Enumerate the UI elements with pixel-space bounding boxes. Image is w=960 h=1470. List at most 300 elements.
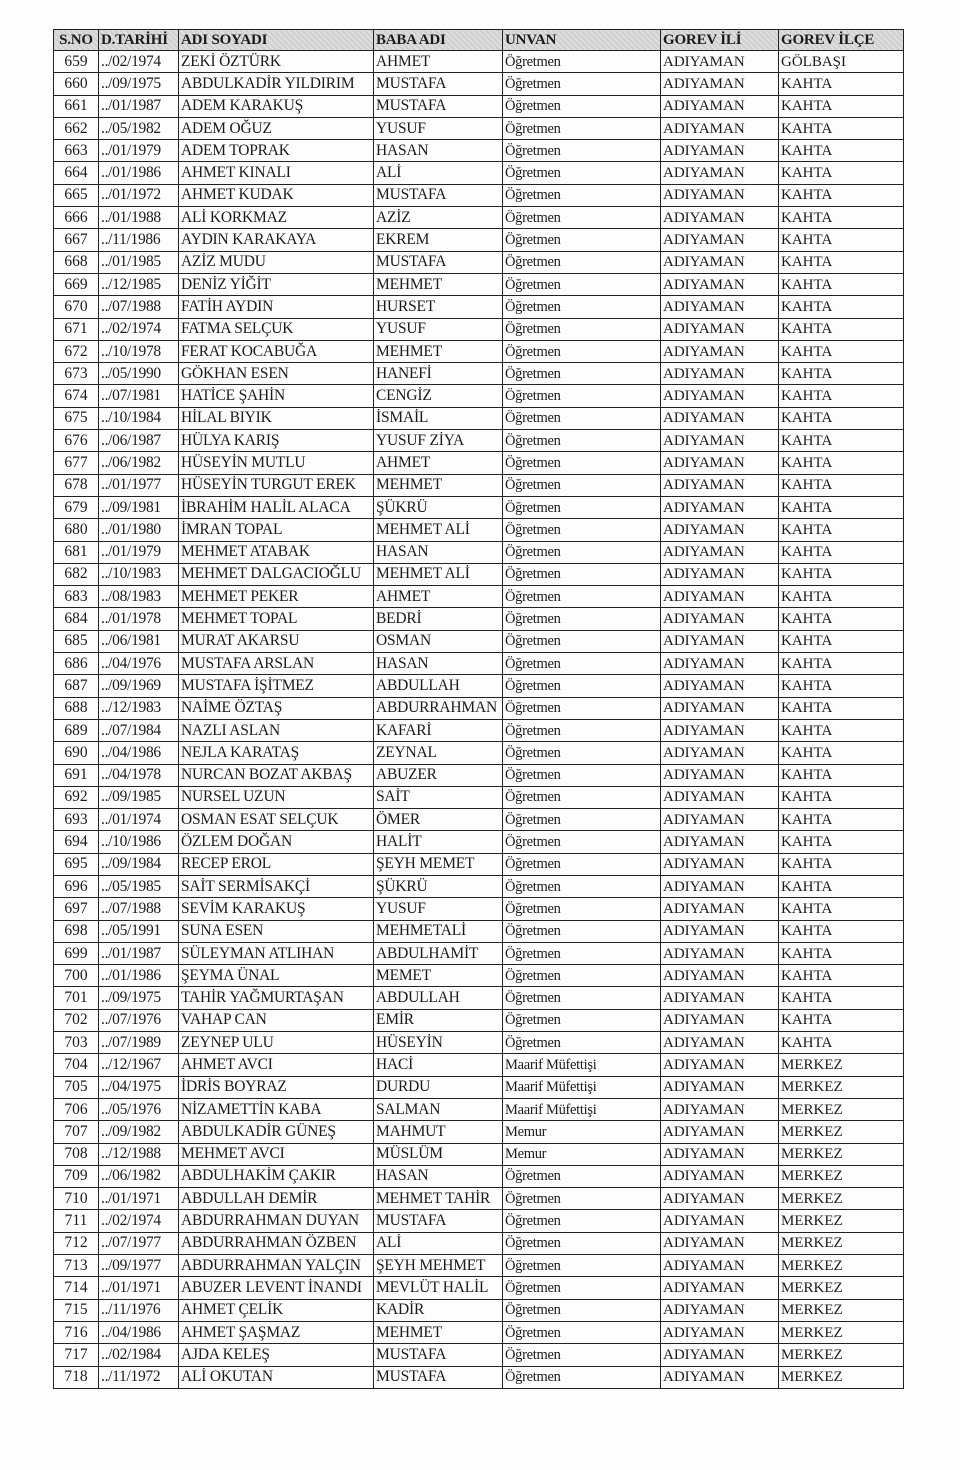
table-row: [54, 563, 904, 585]
cell-title: Öğretmen: [503, 675, 661, 697]
cell-full-name: NAİME ÖZTAŞ: [179, 697, 374, 719]
cell-duty-province: ADIYAMAN: [661, 809, 779, 831]
cell-full-name: ADEM TOPRAK: [179, 140, 374, 162]
table-row: [54, 95, 904, 117]
header-dtarihi: D.TARİHİ: [99, 30, 179, 51]
cell-birth-date: ../02/1984: [99, 1344, 179, 1366]
cell-birth-date: ../04/1975: [99, 1076, 179, 1098]
cell-sno: 697: [54, 898, 99, 920]
cell-birth-date: ../05/1982: [99, 117, 179, 139]
cell-duty-province: ADIYAMAN: [661, 73, 779, 95]
cell-duty-district: KAHTA: [779, 296, 904, 318]
cell-sno: 716: [54, 1321, 99, 1343]
cell-sno: 672: [54, 340, 99, 362]
cell-duty-province: ADIYAMAN: [661, 764, 779, 786]
cell-title: Öğretmen: [503, 318, 661, 340]
cell-full-name: İMRAN TOPAL: [179, 519, 374, 541]
cell-title: Öğretmen: [503, 251, 661, 273]
cell-duty-district: KAHTA: [779, 541, 904, 563]
cell-duty-province: ADIYAMAN: [661, 296, 779, 318]
cell-duty-district: MERKEZ: [779, 1366, 904, 1388]
cell-sno: 684: [54, 608, 99, 630]
cell-duty-province: ADIYAMAN: [661, 541, 779, 563]
cell-full-name: ADEM OĞUZ: [179, 117, 374, 139]
cell-title: Öğretmen: [503, 385, 661, 407]
cell-sno: 710: [54, 1188, 99, 1210]
cell-duty-district: MERKEZ: [779, 1188, 904, 1210]
table-row: [54, 608, 904, 630]
cell-duty-district: MERKEZ: [779, 1210, 904, 1232]
cell-sno: 689: [54, 719, 99, 741]
cell-duty-district: KAHTA: [779, 653, 904, 675]
cell-father-name: MUSTAFA: [374, 73, 503, 95]
cell-duty-district: KAHTA: [779, 95, 904, 117]
cell-duty-district: KAHTA: [779, 675, 904, 697]
cell-father-name: MUSTAFA: [374, 95, 503, 117]
header-baba-adi: BABA ADI: [374, 30, 503, 51]
cell-title: Maarif Müfettişi: [503, 1076, 661, 1098]
cell-birth-date: ../11/1972: [99, 1366, 179, 1388]
cell-duty-district: KAHTA: [779, 764, 904, 786]
cell-birth-date: ../07/1989: [99, 1032, 179, 1054]
cell-duty-province: ADIYAMAN: [661, 251, 779, 273]
cell-title: Öğretmen: [503, 608, 661, 630]
cell-title: Öğretmen: [503, 987, 661, 1009]
cell-birth-date: ../01/1979: [99, 541, 179, 563]
cell-father-name: AHMET: [374, 452, 503, 474]
table-row: [54, 942, 904, 964]
table-row: [54, 407, 904, 429]
cell-duty-province: ADIYAMAN: [661, 563, 779, 585]
table-row: [54, 162, 904, 184]
cell-full-name: HİLAL BIYIK: [179, 407, 374, 429]
cell-duty-district: KAHTA: [779, 273, 904, 295]
cell-father-name: MEHMET ALİ: [374, 563, 503, 585]
cell-sno: 694: [54, 831, 99, 853]
cell-full-name: ABDULKADİR YILDIRIM: [179, 73, 374, 95]
cell-duty-district: MERKEZ: [779, 1165, 904, 1187]
cell-father-name: HANEFİ: [374, 363, 503, 385]
cell-title: Öğretmen: [503, 452, 661, 474]
cell-sno: 718: [54, 1366, 99, 1388]
table-row: [54, 1098, 904, 1120]
cell-sno: 670: [54, 296, 99, 318]
cell-title: Öğretmen: [503, 875, 661, 897]
cell-duty-district: KAHTA: [779, 207, 904, 229]
cell-duty-district: KAHTA: [779, 184, 904, 206]
cell-father-name: İSMAİL: [374, 407, 503, 429]
table-row: [54, 1344, 904, 1366]
cell-sno: 668: [54, 251, 99, 273]
table-row: [54, 630, 904, 652]
cell-duty-district: MERKEZ: [779, 1232, 904, 1254]
cell-duty-province: ADIYAMAN: [661, 653, 779, 675]
cell-birth-date: ../11/1976: [99, 1299, 179, 1321]
cell-full-name: AHMET AVCI: [179, 1054, 374, 1076]
cell-duty-district: KAHTA: [779, 898, 904, 920]
table-row: [54, 273, 904, 295]
cell-birth-date: ../04/1986: [99, 742, 179, 764]
table-row: [54, 586, 904, 608]
cell-duty-district: MERKEZ: [779, 1076, 904, 1098]
table-row: [54, 184, 904, 206]
cell-full-name: SAİT SERMİSAKÇİ: [179, 875, 374, 897]
table-header-row: [54, 30, 904, 51]
cell-birth-date: ../05/1985: [99, 875, 179, 897]
table-row: [54, 1232, 904, 1254]
cell-father-name: MÜSLÜM: [374, 1143, 503, 1165]
cell-sno: 714: [54, 1277, 99, 1299]
cell-sno: 711: [54, 1210, 99, 1232]
cell-sno: 675: [54, 407, 99, 429]
cell-duty-district: KAHTA: [779, 809, 904, 831]
cell-father-name: SALMAN: [374, 1098, 503, 1120]
cell-birth-date: ../07/1984: [99, 719, 179, 741]
cell-title: Öğretmen: [503, 586, 661, 608]
cell-father-name: ABDURRAHMAN: [374, 697, 503, 719]
cell-duty-province: ADIYAMAN: [661, 1032, 779, 1054]
cell-father-name: MUSTAFA: [374, 184, 503, 206]
cell-sno: 713: [54, 1255, 99, 1277]
cell-sno: 677: [54, 452, 99, 474]
cell-birth-date: ../11/1986: [99, 229, 179, 251]
cell-title: Öğretmen: [503, 340, 661, 362]
cell-duty-province: ADIYAMAN: [661, 430, 779, 452]
cell-duty-district: KAHTA: [779, 1009, 904, 1031]
cell-duty-district: KAHTA: [779, 407, 904, 429]
cell-father-name: ZEYNAL: [374, 742, 503, 764]
cell-duty-province: ADIYAMAN: [661, 340, 779, 362]
cell-full-name: DENİZ YİĞİT: [179, 273, 374, 295]
cell-full-name: TAHİR YAĞMURTAŞAN: [179, 987, 374, 1009]
cell-sno: 699: [54, 942, 99, 964]
cell-father-name: HURSET: [374, 296, 503, 318]
cell-sno: 660: [54, 73, 99, 95]
cell-title: Öğretmen: [503, 1299, 661, 1321]
header-adi-soyadi: ADI SOYADI: [179, 30, 374, 51]
cell-full-name: ABUZER LEVENT İNANDI: [179, 1277, 374, 1299]
cell-duty-province: ADIYAMAN: [661, 742, 779, 764]
cell-duty-province: ADIYAMAN: [661, 675, 779, 697]
cell-duty-district: MERKEZ: [779, 1344, 904, 1366]
cell-birth-date: ../01/1978: [99, 608, 179, 630]
cell-birth-date: ../05/1990: [99, 363, 179, 385]
cell-title: Öğretmen: [503, 296, 661, 318]
cell-birth-date: ../09/1975: [99, 987, 179, 1009]
cell-sno: 696: [54, 875, 99, 897]
cell-sno: 704: [54, 1054, 99, 1076]
header-gorev-ilce: GOREV İLÇE: [779, 30, 904, 51]
cell-sno: 701: [54, 987, 99, 1009]
cell-duty-district: KAHTA: [779, 942, 904, 964]
cell-title: Öğretmen: [503, 1232, 661, 1254]
table-row: [54, 853, 904, 875]
table-row: [54, 430, 904, 452]
cell-title: Öğretmen: [503, 496, 661, 518]
cell-father-name: MEVLÜT HALİL: [374, 1277, 503, 1299]
cell-birth-date: ../01/1971: [99, 1277, 179, 1299]
cell-birth-date: ../04/1986: [99, 1321, 179, 1343]
cell-duty-province: ADIYAMAN: [661, 1277, 779, 1299]
cell-sno: 665: [54, 184, 99, 206]
cell-birth-date: ../01/1988: [99, 207, 179, 229]
cell-duty-district: KAHTA: [779, 719, 904, 741]
cell-title: Öğretmen: [503, 1277, 661, 1299]
table-row: [54, 1188, 904, 1210]
cell-sno: 703: [54, 1032, 99, 1054]
personnel-table: [53, 29, 904, 1389]
cell-full-name: MUSTAFA İŞİTMEZ: [179, 675, 374, 697]
cell-sno: 715: [54, 1299, 99, 1321]
cell-duty-district: KAHTA: [779, 162, 904, 184]
cell-sno: 674: [54, 385, 99, 407]
cell-title: Maarif Müfettişi: [503, 1054, 661, 1076]
cell-duty-province: ADIYAMAN: [661, 1232, 779, 1254]
cell-duty-district: KAHTA: [779, 608, 904, 630]
cell-birth-date: ../06/1982: [99, 1165, 179, 1187]
cell-title: Öğretmen: [503, 853, 661, 875]
table-row: [54, 296, 904, 318]
cell-duty-province: ADIYAMAN: [661, 184, 779, 206]
cell-sno: 662: [54, 117, 99, 139]
cell-full-name: SEVİM KARAKUŞ: [179, 898, 374, 920]
cell-duty-province: ADIYAMAN: [661, 51, 779, 73]
cell-father-name: HACİ: [374, 1054, 503, 1076]
cell-birth-date: ../06/1981: [99, 630, 179, 652]
cell-duty-province: ADIYAMAN: [661, 965, 779, 987]
cell-sno: 709: [54, 1165, 99, 1187]
cell-birth-date: ../07/1988: [99, 296, 179, 318]
cell-sno: 673: [54, 363, 99, 385]
cell-duty-province: ADIYAMAN: [661, 273, 779, 295]
cell-sno: 678: [54, 474, 99, 496]
cell-sno: 667: [54, 229, 99, 251]
cell-birth-date: ../07/1988: [99, 898, 179, 920]
cell-full-name: ALİ OKUTAN: [179, 1366, 374, 1388]
cell-title: Öğretmen: [503, 1188, 661, 1210]
cell-birth-date: ../06/1982: [99, 452, 179, 474]
cell-father-name: ŞEYH MEMET: [374, 853, 503, 875]
cell-title: Öğretmen: [503, 920, 661, 942]
cell-title: Öğretmen: [503, 1255, 661, 1277]
cell-sno: 683: [54, 586, 99, 608]
cell-title: Öğretmen: [503, 184, 661, 206]
cell-full-name: OSMAN ESAT SELÇUK: [179, 809, 374, 831]
cell-sno: 676: [54, 430, 99, 452]
cell-sno: 659: [54, 51, 99, 73]
header-gorev-ili: GOREV İLİ: [661, 30, 779, 51]
cell-duty-province: ADIYAMAN: [661, 1255, 779, 1277]
cell-full-name: ABDURRAHMAN DUYAN: [179, 1210, 374, 1232]
cell-duty-district: MERKEZ: [779, 1255, 904, 1277]
cell-full-name: HÜSEYİN TURGUT EREK: [179, 474, 374, 496]
cell-title: Öğretmen: [503, 831, 661, 853]
cell-birth-date: ../02/1974: [99, 1210, 179, 1232]
cell-duty-district: KAHTA: [779, 920, 904, 942]
cell-title: Öğretmen: [503, 965, 661, 987]
cell-full-name: HÜLYA KARIŞ: [179, 430, 374, 452]
cell-duty-province: ADIYAMAN: [661, 786, 779, 808]
table-row: [54, 1321, 904, 1343]
cell-duty-district: KAHTA: [779, 229, 904, 251]
table-row: [54, 474, 904, 496]
cell-father-name: KAFARİ: [374, 719, 503, 741]
cell-duty-province: ADIYAMAN: [661, 318, 779, 340]
cell-duty-district: KAHTA: [779, 630, 904, 652]
cell-birth-date: ../02/1974: [99, 51, 179, 73]
cell-full-name: ABDURRAHMAN YALÇIN: [179, 1255, 374, 1277]
cell-father-name: MEMET: [374, 965, 503, 987]
cell-duty-province: ADIYAMAN: [661, 1165, 779, 1187]
table-row: [54, 1277, 904, 1299]
header-unvan: UNVAN: [503, 30, 661, 51]
cell-duty-district: KAHTA: [779, 474, 904, 496]
cell-duty-province: ADIYAMAN: [661, 229, 779, 251]
cell-father-name: HALİT: [374, 831, 503, 853]
cell-father-name: HASAN: [374, 541, 503, 563]
cell-father-name: HASAN: [374, 140, 503, 162]
cell-father-name: HÜSEYİN: [374, 1032, 503, 1054]
cell-birth-date: ../01/1986: [99, 965, 179, 987]
cell-full-name: HÜSEYİN MUTLU: [179, 452, 374, 474]
cell-birth-date: ../07/1977: [99, 1232, 179, 1254]
cell-full-name: AJDA KELEŞ: [179, 1344, 374, 1366]
cell-birth-date: ../04/1976: [99, 653, 179, 675]
cell-full-name: NEJLA KARATAŞ: [179, 742, 374, 764]
cell-birth-date: ../02/1974: [99, 318, 179, 340]
cell-title: Öğretmen: [503, 630, 661, 652]
cell-full-name: ÖZLEM DOĞAN: [179, 831, 374, 853]
cell-birth-date: ../10/1986: [99, 831, 179, 853]
cell-duty-district: KAHTA: [779, 363, 904, 385]
cell-birth-date: ../12/1985: [99, 273, 179, 295]
cell-sno: 679: [54, 496, 99, 518]
cell-father-name: MUSTAFA: [374, 1344, 503, 1366]
cell-sno: 706: [54, 1098, 99, 1120]
cell-title: Öğretmen: [503, 1321, 661, 1343]
cell-sno: 686: [54, 653, 99, 675]
cell-title: Öğretmen: [503, 73, 661, 95]
cell-full-name: İDRİS BOYRAZ: [179, 1076, 374, 1098]
cell-sno: 717: [54, 1344, 99, 1366]
cell-title: Öğretmen: [503, 140, 661, 162]
cell-full-name: MEHMET PEKER: [179, 586, 374, 608]
cell-full-name: ABDULKADİR GÜNEŞ: [179, 1121, 374, 1143]
table-row: [54, 920, 904, 942]
cell-full-name: VAHAP CAN: [179, 1009, 374, 1031]
cell-full-name: HATİCE ŞAHİN: [179, 385, 374, 407]
cell-birth-date: ../01/1987: [99, 942, 179, 964]
cell-full-name: İBRAHİM HALİL ALACA: [179, 496, 374, 518]
cell-duty-province: ADIYAMAN: [661, 207, 779, 229]
cell-title: Öğretmen: [503, 697, 661, 719]
cell-birth-date: ../01/1972: [99, 184, 179, 206]
cell-birth-date: ../12/1967: [99, 1054, 179, 1076]
cell-duty-province: ADIYAMAN: [661, 920, 779, 942]
cell-title: Öğretmen: [503, 563, 661, 585]
cell-father-name: ALİ: [374, 1232, 503, 1254]
cell-duty-province: ADIYAMAN: [661, 719, 779, 741]
cell-duty-province: ADIYAMAN: [661, 630, 779, 652]
cell-duty-province: ADIYAMAN: [661, 1321, 779, 1343]
cell-duty-district: KAHTA: [779, 1032, 904, 1054]
cell-father-name: MEHMET: [374, 474, 503, 496]
cell-full-name: MEHMET DALGACIOĞLU: [179, 563, 374, 585]
table-row: [54, 207, 904, 229]
cell-duty-district: MERKEZ: [779, 1321, 904, 1343]
cell-father-name: MUSTAFA: [374, 251, 503, 273]
cell-birth-date: ../01/1985: [99, 251, 179, 273]
cell-full-name: AHMET ÇELİK: [179, 1299, 374, 1321]
cell-title: Öğretmen: [503, 430, 661, 452]
cell-duty-district: KAHTA: [779, 519, 904, 541]
cell-birth-date: ../05/1991: [99, 920, 179, 942]
cell-title: Memur: [503, 1143, 661, 1165]
cell-full-name: SUNA ESEN: [179, 920, 374, 942]
cell-title: Öğretmen: [503, 1009, 661, 1031]
cell-sno: 682: [54, 563, 99, 585]
cell-duty-district: KAHTA: [779, 385, 904, 407]
cell-sno: 661: [54, 95, 99, 117]
cell-full-name: MEHMET ATABAK: [179, 541, 374, 563]
table-row: [54, 1165, 904, 1187]
cell-birth-date: ../01/1971: [99, 1188, 179, 1210]
cell-duty-district: KAHTA: [779, 563, 904, 585]
cell-title: Öğretmen: [503, 474, 661, 496]
cell-duty-province: ADIYAMAN: [661, 1076, 779, 1098]
cell-sno: 669: [54, 273, 99, 295]
cell-title: Öğretmen: [503, 117, 661, 139]
table-row: [54, 675, 904, 697]
cell-birth-date: ../05/1976: [99, 1098, 179, 1120]
table-row: [54, 1076, 904, 1098]
cell-father-name: HASAN: [374, 1165, 503, 1187]
cell-full-name: NAZLI ASLAN: [179, 719, 374, 741]
cell-sno: 685: [54, 630, 99, 652]
cell-duty-province: ADIYAMAN: [661, 452, 779, 474]
cell-father-name: ŞÜKRÜ: [374, 496, 503, 518]
cell-father-name: YUSUF: [374, 898, 503, 920]
cell-title: Öğretmen: [503, 207, 661, 229]
cell-title: Öğretmen: [503, 229, 661, 251]
cell-birth-date: ../09/1982: [99, 1121, 179, 1143]
cell-sno: 712: [54, 1232, 99, 1254]
cell-duty-province: ADIYAMAN: [661, 1009, 779, 1031]
cell-duty-province: ADIYAMAN: [661, 95, 779, 117]
cell-father-name: MUSTAFA: [374, 1210, 503, 1232]
cell-birth-date: ../04/1978: [99, 764, 179, 786]
cell-title: Öğretmen: [503, 1366, 661, 1388]
cell-birth-date: ../09/1981: [99, 496, 179, 518]
cell-sno: 691: [54, 764, 99, 786]
cell-title: Öğretmen: [503, 786, 661, 808]
cell-duty-district: MERKEZ: [779, 1098, 904, 1120]
cell-father-name: AZİZ: [374, 207, 503, 229]
cell-birth-date: ../10/1984: [99, 407, 179, 429]
cell-full-name: NİZAMETTİN KABA: [179, 1098, 374, 1120]
cell-duty-province: ADIYAMAN: [661, 162, 779, 184]
cell-duty-district: KAHTA: [779, 697, 904, 719]
cell-duty-province: ADIYAMAN: [661, 474, 779, 496]
cell-full-name: ŞEYMA ÜNAL: [179, 965, 374, 987]
cell-full-name: AHMET ŞAŞMAZ: [179, 1321, 374, 1343]
cell-birth-date: ../09/1984: [99, 853, 179, 875]
cell-title: Öğretmen: [503, 541, 661, 563]
cell-full-name: MUSTAFA ARSLAN: [179, 653, 374, 675]
cell-duty-district: KAHTA: [779, 965, 904, 987]
cell-sno: 680: [54, 519, 99, 541]
cell-duty-province: ADIYAMAN: [661, 697, 779, 719]
